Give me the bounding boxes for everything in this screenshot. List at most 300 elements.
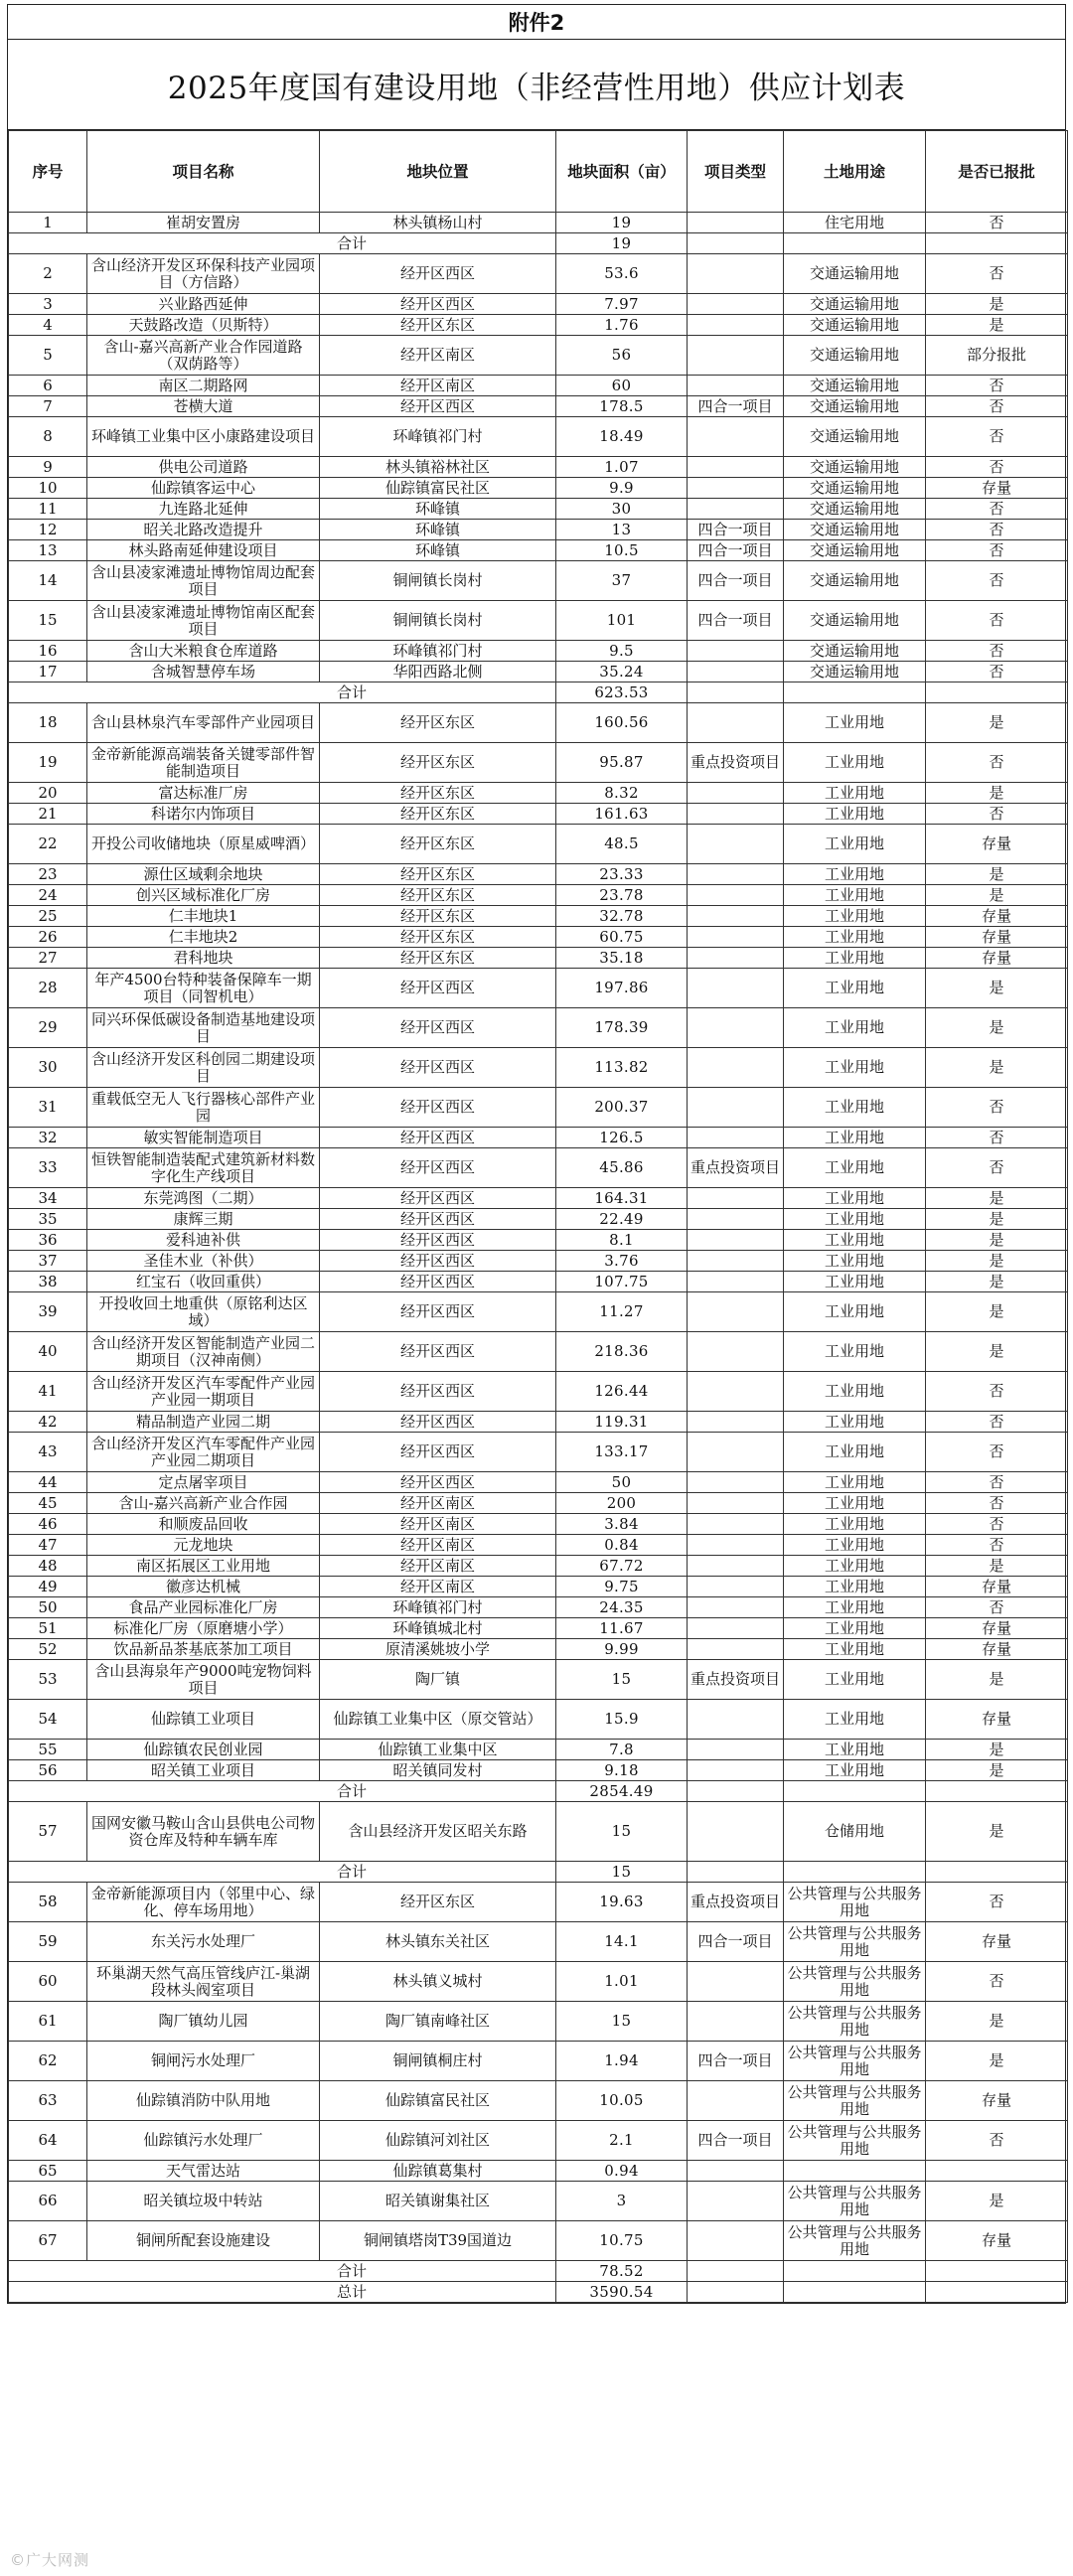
cell-location: 经开区西区 <box>320 1188 556 1209</box>
cell-name: 国网安徽马鞍山含山县供电公司物资仓库及特种车辆车库 <box>87 1802 320 1862</box>
subtotal-row <box>9 2282 1068 2303</box>
cell-location: 经开区南区 <box>320 336 556 376</box>
subtotal-value: 78.52 <box>556 2261 688 2282</box>
cell-location: 经开区东区 <box>320 703 556 743</box>
cell-area: 200.37 <box>556 1088 688 1128</box>
cell-type: 重点投资项目 <box>688 1148 784 1188</box>
cell-area: 3 <box>556 2182 688 2221</box>
cell-type <box>688 2002 784 2042</box>
cell-use: 交通运输用地 <box>784 315 926 336</box>
cell-location: 经开区西区 <box>320 1272 556 1292</box>
cell-use: 工业用地 <box>784 948 926 969</box>
cell-location: 林头镇杨山村 <box>320 213 556 233</box>
empty-cell <box>784 1781 926 1802</box>
cell-type: 四合一项目 <box>688 540 784 561</box>
cell-type <box>688 1088 784 1128</box>
cell-seq: 36 <box>9 1230 87 1251</box>
cell-location: 经开区东区 <box>320 864 556 885</box>
cell-approved: 是 <box>926 294 1068 315</box>
cell-approved: 否 <box>926 1433 1068 1472</box>
table-row <box>9 1802 1068 1862</box>
annex-label: 附件2 <box>508 11 565 35</box>
cell-name: 含山县凌家滩遗址博物馆南区配套项目 <box>87 601 320 641</box>
table-row <box>9 1433 1068 1472</box>
cell-area: 10.5 <box>556 540 688 561</box>
table-row <box>9 1700 1068 1740</box>
header-seq: 序号 <box>9 131 87 213</box>
cell-seq: 11 <box>9 499 87 520</box>
cell-location: 环峰镇 <box>320 499 556 520</box>
cell-use: 交通运输用地 <box>784 561 926 601</box>
cell-approved: 否 <box>926 520 1068 540</box>
cell-area: 15.9 <box>556 1700 688 1740</box>
cell-name: 南区拓展区工业用地 <box>87 1556 320 1577</box>
cell-approved: 存量 <box>926 1639 1068 1660</box>
cell-use: 工业用地 <box>784 1230 926 1251</box>
table-row <box>9 417 1068 457</box>
cell-approved: 是 <box>926 1332 1068 1372</box>
cell-area: 23.78 <box>556 885 688 906</box>
cell-seq: 34 <box>9 1188 87 1209</box>
cell-name: 含山-嘉兴高新产业合作园 <box>87 1493 320 1514</box>
cell-use: 工业用地 <box>784 1412 926 1433</box>
cell-approved: 是 <box>926 2002 1068 2042</box>
cell-location: 经开区南区 <box>320 1535 556 1556</box>
cell-approved: 存量 <box>926 948 1068 969</box>
cell-area: 13 <box>556 520 688 540</box>
cell-location: 原清溪姚坡小学 <box>320 1639 556 1660</box>
cell-name: 昭关镇垃圾中转站 <box>87 2182 320 2221</box>
cell-name: 年产4500台特种装备保障车一期项目（同智机电） <box>87 969 320 1008</box>
cell-approved: 是 <box>926 1760 1068 1781</box>
cell-approved: 否 <box>926 662 1068 682</box>
cell-area: 197.86 <box>556 969 688 1008</box>
table-row <box>9 864 1068 885</box>
table-row <box>9 315 1068 336</box>
cell-approved: 否 <box>926 641 1068 662</box>
table-row <box>9 2182 1068 2221</box>
cell-location: 经开区西区 <box>320 1128 556 1148</box>
cell-seq: 56 <box>9 1760 87 1781</box>
cell-name: 林头路南延伸建设项目 <box>87 540 320 561</box>
cell-use: 工业用地 <box>784 906 926 927</box>
cell-use: 交通运输用地 <box>784 499 926 520</box>
cell-type <box>688 1740 784 1760</box>
cell-approved: 存量 <box>926 478 1068 499</box>
cell-name: 崔胡安置房 <box>87 213 320 233</box>
cell-location: 昭关镇谢集社区 <box>320 2182 556 2221</box>
table-row <box>9 927 1068 948</box>
cell-seq: 13 <box>9 540 87 561</box>
cell-seq: 40 <box>9 1332 87 1372</box>
cell-seq: 17 <box>9 662 87 682</box>
cell-location: 环峰镇 <box>320 520 556 540</box>
cell-location: 铜闸镇桐庄村 <box>320 2042 556 2081</box>
cell-seq: 51 <box>9 1618 87 1639</box>
table-row <box>9 1251 1068 1272</box>
cell-use: 工业用地 <box>784 804 926 825</box>
cell-approved: 是 <box>926 1292 1068 1332</box>
cell-area: 60.75 <box>556 927 688 948</box>
cell-name: 仙踪镇工业项目 <box>87 1700 320 1740</box>
cell-approved: 存量 <box>926 825 1068 864</box>
table-row <box>9 1556 1068 1577</box>
cell-approved: 存量 <box>926 2221 1068 2261</box>
table-row <box>9 1493 1068 1514</box>
cell-use: 公共管理与公共服务用地 <box>784 1922 926 1962</box>
cell-use: 公共管理与公共服务用地 <box>784 2081 926 2121</box>
subtotal-value: 3590.54 <box>556 2282 688 2303</box>
cell-area: 35.18 <box>556 948 688 969</box>
cell-location: 陶厂镇 <box>320 1660 556 1700</box>
cell-name: 饮品新品茶基底茶加工项目 <box>87 1639 320 1660</box>
cell-type <box>688 1639 784 1660</box>
cell-area: 60 <box>556 376 688 396</box>
cell-type <box>688 336 784 376</box>
cell-location: 经开区东区 <box>320 804 556 825</box>
cell-approved: 否 <box>926 376 1068 396</box>
cell-location: 经开区西区 <box>320 1433 556 1472</box>
cell-area: 37 <box>556 561 688 601</box>
cell-name: 源仕区域剩余地块 <box>87 864 320 885</box>
cell-location: 经开区西区 <box>320 1292 556 1332</box>
cell-type <box>688 2182 784 2221</box>
cell-name: 仙踪镇客运中心 <box>87 478 320 499</box>
cell-location: 仙踪镇河刘社区 <box>320 2121 556 2161</box>
cell-seq: 58 <box>9 1883 87 1922</box>
cell-name: 铜闸污水处理厂 <box>87 2042 320 2081</box>
cell-approved: 是 <box>926 1272 1068 1292</box>
header-name: 项目名称 <box>87 131 320 213</box>
cell-location: 仙踪镇工业集中区（原交管站） <box>320 1700 556 1740</box>
cell-use: 公共管理与公共服务用地 <box>784 1883 926 1922</box>
cell-location: 经开区东区 <box>320 1883 556 1922</box>
cell-approved: 是 <box>926 703 1068 743</box>
subtotal-row <box>9 233 1068 254</box>
cell-location: 经开区西区 <box>320 1412 556 1433</box>
cell-area: 10.75 <box>556 2221 688 2261</box>
table-row <box>9 540 1068 561</box>
cell-area: 30 <box>556 499 688 520</box>
cell-area: 18.49 <box>556 417 688 457</box>
cell-use: 工业用地 <box>784 1639 926 1660</box>
table-row <box>9 1660 1068 1700</box>
cell-seq: 62 <box>9 2042 87 2081</box>
table-row <box>9 1760 1068 1781</box>
cell-type <box>688 825 784 864</box>
table-row <box>9 1008 1068 1048</box>
empty-cell <box>688 233 784 254</box>
cell-type <box>688 662 784 682</box>
cell-approved: 否 <box>926 396 1068 417</box>
table-row <box>9 1883 1068 1922</box>
cell-name: 兴业路西延伸 <box>87 294 320 315</box>
cell-use: 工业用地 <box>784 1493 926 1514</box>
cell-name: 铜闸所配套设施建设 <box>87 2221 320 2261</box>
cell-location: 林头镇东关社区 <box>320 1922 556 1962</box>
cell-seq: 6 <box>9 376 87 396</box>
cell-location: 仙踪镇富民社区 <box>320 2081 556 2121</box>
table-row <box>9 254 1068 294</box>
cell-approved: 否 <box>926 540 1068 561</box>
cell-name: 定点屠宰项目 <box>87 1472 320 1493</box>
cell-type <box>688 927 784 948</box>
cell-location: 华阳西路北侧 <box>320 662 556 682</box>
cell-area: 19.63 <box>556 1883 688 1922</box>
cell-approved: 是 <box>926 885 1068 906</box>
empty-cell <box>926 682 1068 703</box>
cell-name: 含山经济开发区科创园二期建设项目 <box>87 1048 320 1088</box>
cell-approved: 存量 <box>926 1577 1068 1597</box>
subtotal-row <box>9 2261 1068 2282</box>
table-row <box>9 1230 1068 1251</box>
cell-type <box>688 1556 784 1577</box>
cell-name: 重载低空无人飞行器核心部件产业园 <box>87 1088 320 1128</box>
cell-location: 经开区东区 <box>320 783 556 804</box>
cell-name: 恒铁智能制造装配式建筑新材料数字化生产线项目 <box>87 1148 320 1188</box>
cell-seq: 15 <box>9 601 87 641</box>
cell-area: 3.84 <box>556 1514 688 1535</box>
cell-name: 仙踪镇农民创业园 <box>87 1740 320 1760</box>
cell-area: 23.33 <box>556 864 688 885</box>
cell-seq: 49 <box>9 1577 87 1597</box>
cell-approved: 否 <box>926 254 1068 294</box>
cell-type <box>688 1493 784 1514</box>
cell-approved: 否 <box>926 1535 1068 1556</box>
table-row <box>9 294 1068 315</box>
cell-location: 经开区东区 <box>320 743 556 783</box>
cell-seq: 22 <box>9 825 87 864</box>
table-row <box>9 2081 1068 2121</box>
table-row <box>9 703 1068 743</box>
cell-approved: 否 <box>926 1597 1068 1618</box>
cell-type <box>688 1577 784 1597</box>
cell-area: 11.67 <box>556 1618 688 1639</box>
table-row <box>9 1148 1068 1188</box>
cell-approved: 否 <box>926 417 1068 457</box>
cell-approved: 否 <box>926 1472 1068 1493</box>
cell-approved: 否 <box>926 804 1068 825</box>
cell-type <box>688 376 784 396</box>
cell-type <box>688 703 784 743</box>
cell-use: 工业用地 <box>784 1148 926 1188</box>
cell-approved: 存量 <box>926 927 1068 948</box>
cell-use: 交通运输用地 <box>784 417 926 457</box>
cell-approved: 是 <box>926 1230 1068 1251</box>
cell-use: 工业用地 <box>784 1660 926 1700</box>
cell-approved: 是 <box>926 315 1068 336</box>
cell-name: 含山县凌家滩遗址博物馆周边配套项目 <box>87 561 320 601</box>
cell-name: 含山县海泉年产9000吨宠物饲料项目 <box>87 1660 320 1700</box>
cell-location: 昭关镇同发村 <box>320 1760 556 1781</box>
cell-name: 金帝新能源高端装备关键零部件智能制造项目 <box>87 743 320 783</box>
subtotal-row <box>9 1781 1068 1802</box>
cell-area: 0.84 <box>556 1535 688 1556</box>
cell-approved: 是 <box>926 783 1068 804</box>
empty-cell <box>926 233 1068 254</box>
cell-area: 50 <box>556 1472 688 1493</box>
cell-name: 开投公司收储地块（原星威啤酒） <box>87 825 320 864</box>
cell-use: 公共管理与公共服务用地 <box>784 2042 926 2081</box>
cell-name: 君科地块 <box>87 948 320 969</box>
cell-type <box>688 969 784 1008</box>
cell-location: 经开区西区 <box>320 969 556 1008</box>
cell-seq: 42 <box>9 1412 87 1433</box>
cell-use: 交通运输用地 <box>784 294 926 315</box>
subtotal-label: 合计 <box>9 2261 556 2282</box>
cell-type: 四合一项目 <box>688 1922 784 1962</box>
cell-approved: 否 <box>926 1088 1068 1128</box>
cell-location: 环峰镇祁门村 <box>320 1597 556 1618</box>
cell-area: 101 <box>556 601 688 641</box>
cell-type <box>688 885 784 906</box>
cell-area: 126.5 <box>556 1128 688 1148</box>
cell-use: 交通运输用地 <box>784 254 926 294</box>
cell-type <box>688 499 784 520</box>
cell-approved: 存量 <box>926 1922 1068 1962</box>
cell-type <box>688 2221 784 2261</box>
cell-name: 东莞鸿图（二期） <box>87 1188 320 1209</box>
subtotal-value: 623.53 <box>556 682 688 703</box>
cell-name: 环巢湖天然气高压管线庐江-巢湖段林头阀室项目 <box>87 1962 320 2002</box>
cell-name: 和顺废品回收 <box>87 1514 320 1535</box>
cell-seq: 19 <box>9 743 87 783</box>
table-row <box>9 1618 1068 1639</box>
cell-use: 交通运输用地 <box>784 601 926 641</box>
table-row <box>9 641 1068 662</box>
cell-use: 交通运输用地 <box>784 396 926 417</box>
subtotal-value: 19 <box>556 233 688 254</box>
cell-area: 160.56 <box>556 703 688 743</box>
cell-approved: 否 <box>926 1148 1068 1188</box>
empty-cell <box>784 2261 926 2282</box>
cell-type <box>688 1760 784 1781</box>
header-approved: 是否已报批 <box>926 131 1068 213</box>
cell-area: 56 <box>556 336 688 376</box>
table-row <box>9 1597 1068 1618</box>
cell-use: 仓储用地 <box>784 1802 926 1862</box>
cell-name: 天气雷达站 <box>87 2161 320 2182</box>
cell-type <box>688 1372 784 1412</box>
cell-use: 工业用地 <box>784 1272 926 1292</box>
cell-approved: 部分报批 <box>926 336 1068 376</box>
empty-cell <box>688 1781 784 1802</box>
cell-area: 119.31 <box>556 1412 688 1433</box>
cell-name: 康辉三期 <box>87 1209 320 1230</box>
cell-use: 工业用地 <box>784 1472 926 1493</box>
cell-area: 1.01 <box>556 1962 688 2002</box>
table-row <box>9 457 1068 478</box>
cell-area: 107.75 <box>556 1272 688 1292</box>
cell-seq: 65 <box>9 2161 87 2182</box>
table-row <box>9 1088 1068 1128</box>
table-row <box>9 601 1068 641</box>
cell-name: 创兴区域标准化厂房 <box>87 885 320 906</box>
cell-use: 工业用地 <box>784 1740 926 1760</box>
cell-seq: 20 <box>9 783 87 804</box>
cell-use: 工业用地 <box>784 1535 926 1556</box>
cell-location: 经开区东区 <box>320 825 556 864</box>
cell-use: 工业用地 <box>784 1188 926 1209</box>
cell-use: 工业用地 <box>784 783 926 804</box>
cell-use: 工业用地 <box>784 1597 926 1618</box>
table-row <box>9 783 1068 804</box>
cell-location: 经开区西区 <box>320 1472 556 1493</box>
table-row <box>9 1188 1068 1209</box>
cell-approved: 是 <box>926 1556 1068 1577</box>
cell-location: 经开区西区 <box>320 1048 556 1088</box>
cell-area: 7.97 <box>556 294 688 315</box>
cell-seq: 24 <box>9 885 87 906</box>
table-row <box>9 1922 1068 1962</box>
cell-seq: 31 <box>9 1088 87 1128</box>
cell-type: 四合一项目 <box>688 520 784 540</box>
cell-approved: 是 <box>926 1251 1068 1272</box>
cell-name: 供电公司道路 <box>87 457 320 478</box>
cell-type <box>688 641 784 662</box>
cell-area: 218.36 <box>556 1332 688 1372</box>
cell-type <box>688 1008 784 1048</box>
cell-approved: 否 <box>926 1372 1068 1412</box>
cell-approved: 是 <box>926 1740 1068 1760</box>
cell-area: 95.87 <box>556 743 688 783</box>
table-row <box>9 2221 1068 2261</box>
cell-type <box>688 864 784 885</box>
cell-seq: 43 <box>9 1433 87 1472</box>
empty-cell <box>688 682 784 703</box>
empty-cell <box>926 1862 1068 1883</box>
cell-seq: 8 <box>9 417 87 457</box>
cell-type <box>688 804 784 825</box>
cell-seq: 14 <box>9 561 87 601</box>
cell-approved: 是 <box>926 1209 1068 1230</box>
cell-type <box>688 2161 784 2182</box>
table-header-row <box>9 131 1068 213</box>
cell-use: 住宅用地 <box>784 213 926 233</box>
cell-use: 交通运输用地 <box>784 457 926 478</box>
cell-name: 苍横大道 <box>87 396 320 417</box>
cell-area: 9.99 <box>556 1639 688 1660</box>
cell-use: 工业用地 <box>784 1433 926 1472</box>
cell-location: 环峰镇城北村 <box>320 1618 556 1639</box>
cell-name: 含山大米粮食仓库道路 <box>87 641 320 662</box>
cell-approved: 否 <box>926 499 1068 520</box>
cell-type <box>688 1618 784 1639</box>
cell-name: 昭关北路改造提升 <box>87 520 320 540</box>
cell-use: 交通运输用地 <box>784 376 926 396</box>
table-row <box>9 520 1068 540</box>
cell-seq: 21 <box>9 804 87 825</box>
cell-location: 经开区西区 <box>320 1088 556 1128</box>
cell-type <box>688 1962 784 2002</box>
table-row <box>9 1962 1068 2002</box>
cell-type <box>688 1472 784 1493</box>
cell-area: 32.78 <box>556 906 688 927</box>
cell-seq: 18 <box>9 703 87 743</box>
table-row <box>9 948 1068 969</box>
cell-seq: 67 <box>9 2221 87 2261</box>
cell-approved: 是 <box>926 1008 1068 1048</box>
cell-name: 仙踪镇消防中队用地 <box>87 2081 320 2121</box>
cell-area: 126.44 <box>556 1372 688 1412</box>
cell-approved: 否 <box>926 457 1068 478</box>
table-row <box>9 1535 1068 1556</box>
cell-name: 徽彦达机械 <box>87 1577 320 1597</box>
cell-use: 交通运输用地 <box>784 662 926 682</box>
cell-approved: 是 <box>926 1660 1068 1700</box>
cell-seq: 54 <box>9 1700 87 1740</box>
cell-area: 15 <box>556 1802 688 1862</box>
